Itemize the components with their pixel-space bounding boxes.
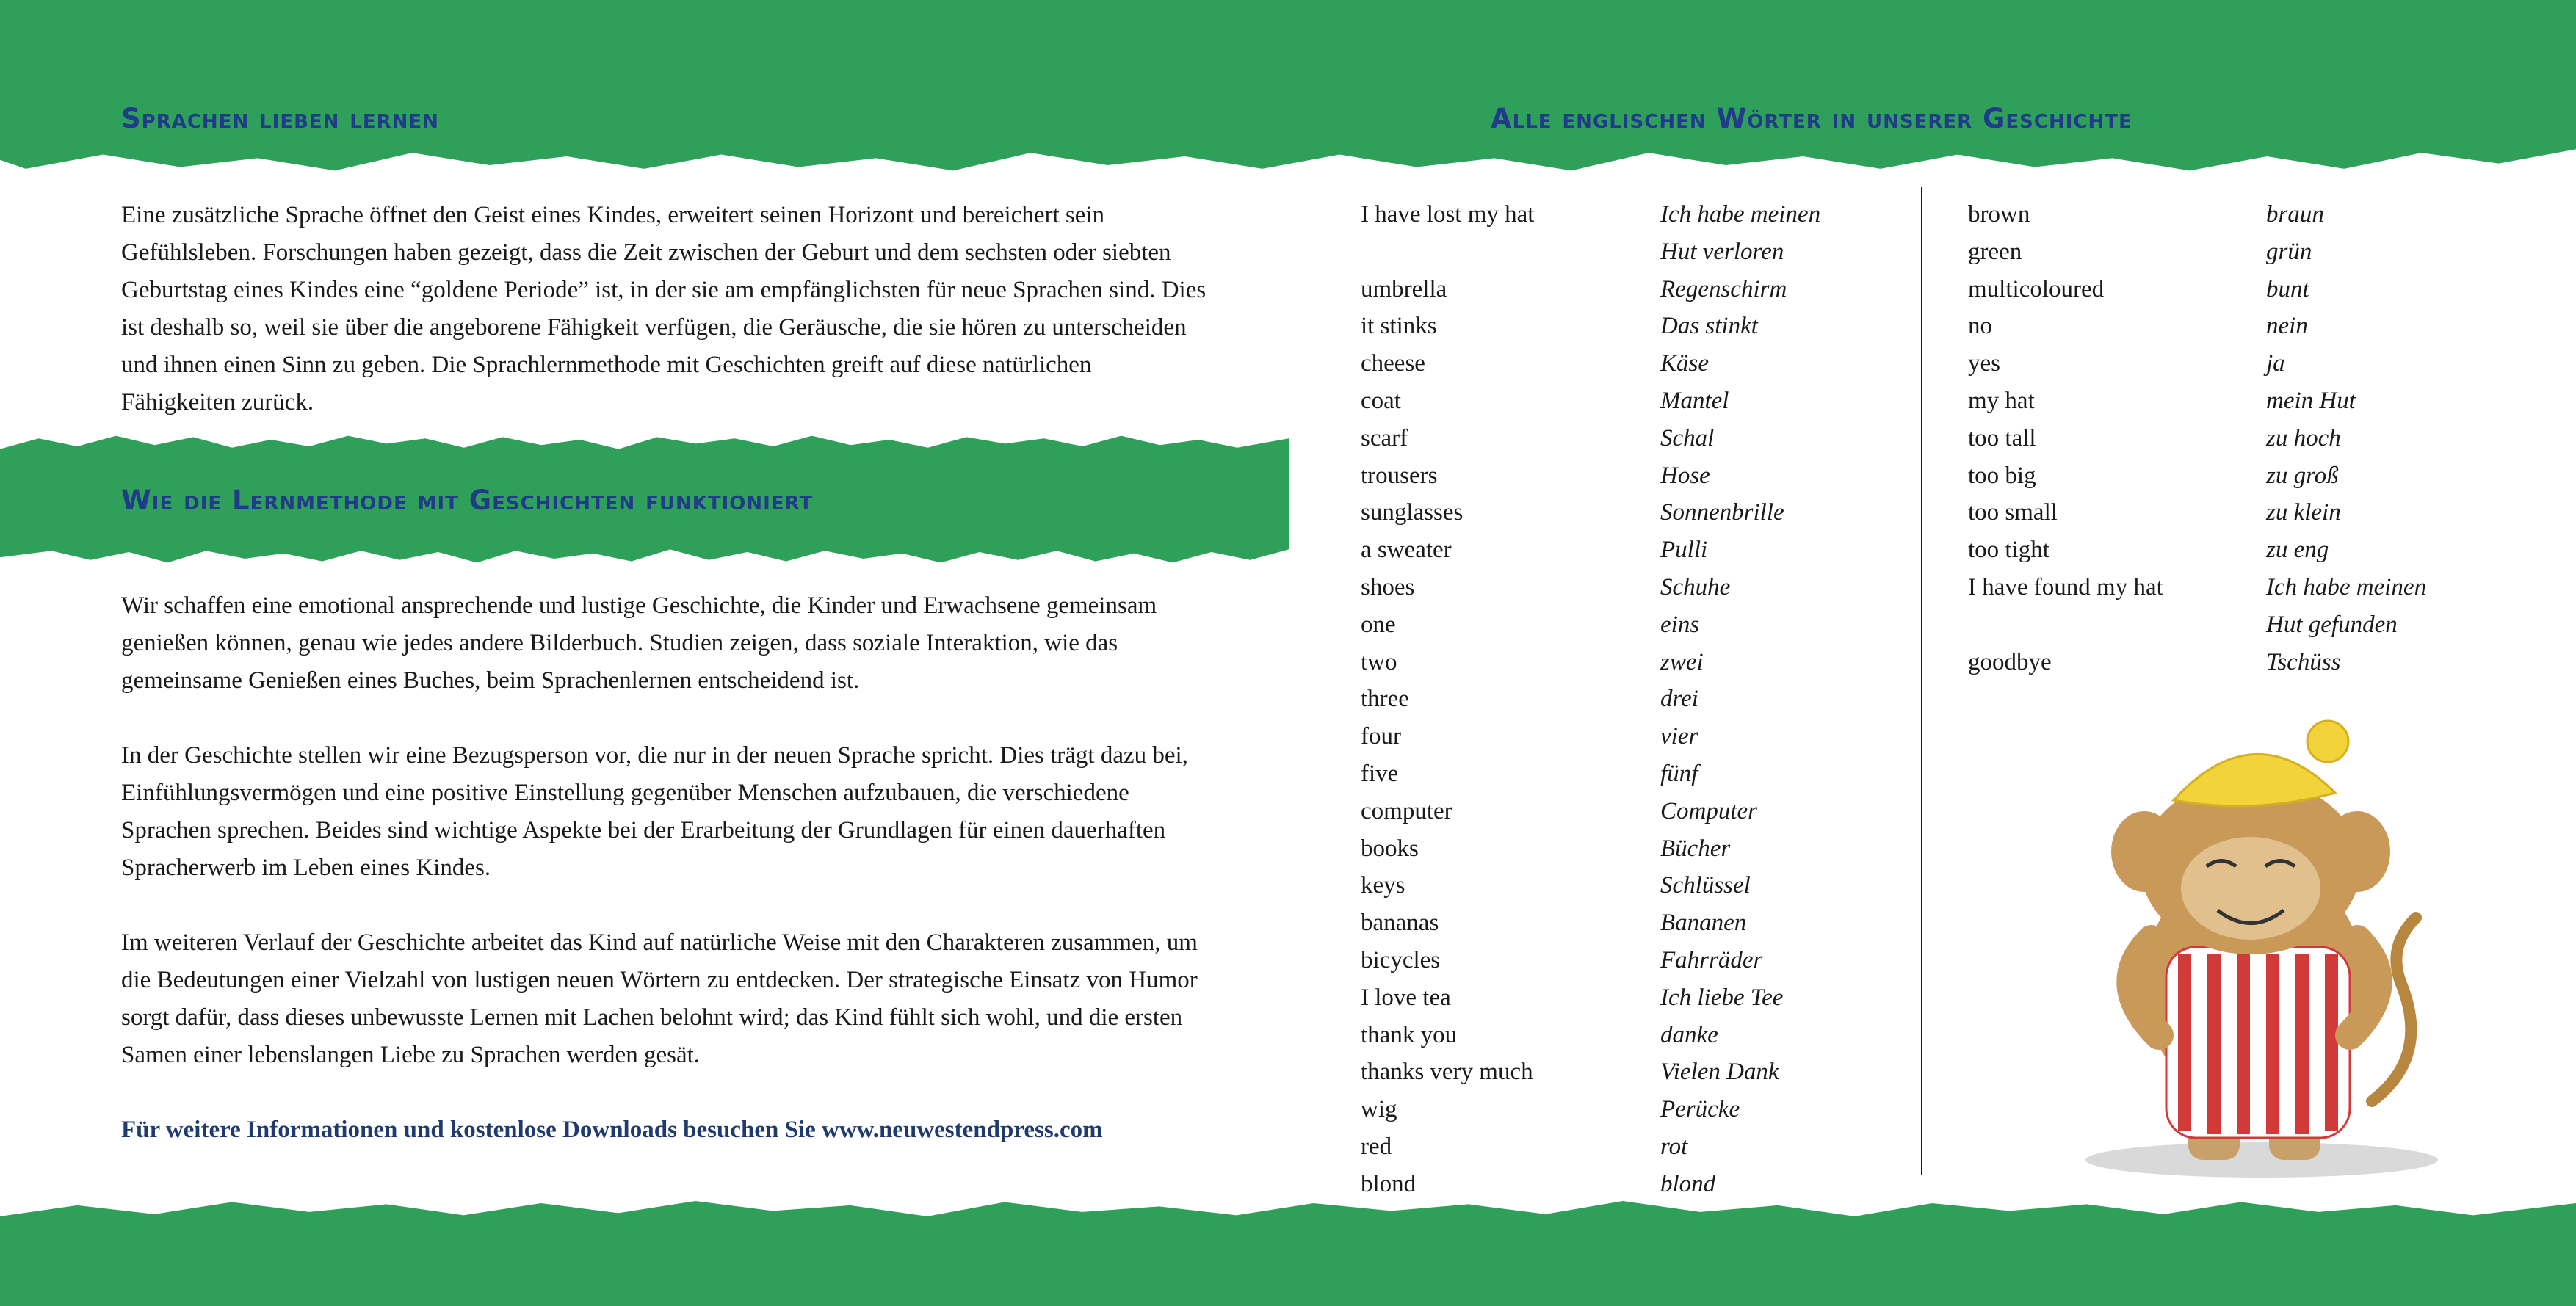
method-paragraph-3: Im weiteren Verlauf der Geschichte arbeitet das Kind auf natürliche Weise mit den Charakteren zusammen, um die Bedeutungen einer Vielzahl von lustigen neuen Wörtern zu entdecken. Der strategische Einsatz von Humor sorgt dafür, dass dieses unbewusste Lernen mit Lachen belohnt wird; das Kind fühlt sich wohl, und die ersten Samen einer lebenslangen Liebe zu Sprachen werden gesät. xyxy=(121,929,1198,1068)
vocab-row xyxy=(1361,1166,1910,1203)
vocab-english: my hat xyxy=(1968,387,2035,414)
vocab-row xyxy=(1361,345,1910,382)
vocab-german: Tschüss xyxy=(2266,648,2341,675)
vocab-english: too tight xyxy=(1968,537,2049,564)
vocab-english: goodbye xyxy=(1968,648,2052,675)
vocab-german: zu groß xyxy=(2266,462,2339,489)
vocab-row xyxy=(1361,308,1910,345)
vocab-row xyxy=(1361,867,1910,904)
vocab-german: Ich habe meinen xyxy=(2266,573,2427,601)
vocab-english: thank you xyxy=(1361,1021,1458,1048)
vocab-row xyxy=(1361,681,1910,718)
vocab-row xyxy=(1968,233,2516,271)
vocab-german: Hut verloren xyxy=(1660,238,1784,265)
vocab-english: sunglasses xyxy=(1361,499,1464,526)
vocab-row xyxy=(1968,345,2516,382)
vocab-english: it stinks xyxy=(1361,313,1437,340)
overalls xyxy=(2166,947,2350,1138)
vocab-german: Perücke xyxy=(1660,1096,1740,1123)
ground-shadow xyxy=(2085,1142,2438,1178)
heading-lernmethode: Wie die Lernmethode mit Geschichten funktioniert xyxy=(121,485,814,516)
vocab-row xyxy=(1361,420,1910,457)
method-text-block xyxy=(121,587,1208,1186)
vocab-english: two xyxy=(1361,648,1397,675)
vocab-english: too small xyxy=(1968,499,2058,526)
vocab-english: multicoloured xyxy=(1968,275,2105,302)
vocab-row xyxy=(1361,644,1910,681)
vocab-row xyxy=(1968,271,2516,308)
vocab-english: scarf xyxy=(1361,424,1408,451)
vocab-row xyxy=(1361,196,1910,233)
vocab-german: rot xyxy=(1660,1133,1688,1160)
vocab-row xyxy=(1361,1017,1910,1054)
vocab-row xyxy=(1968,420,2516,457)
vocab-row xyxy=(1968,382,2516,420)
vocab-german: Das stinkt xyxy=(1660,313,1758,340)
vocab-german: braun xyxy=(2266,201,2324,228)
vocab-english: red xyxy=(1361,1133,1392,1160)
vocab-german: zwei xyxy=(1660,648,1704,675)
vocab-english: books xyxy=(1361,835,1419,862)
vocab-english: keys xyxy=(1361,872,1405,899)
vocab-german: Bücher xyxy=(1660,835,1731,862)
vocab-row xyxy=(1361,382,1910,420)
vocab-german: Pulli xyxy=(1660,537,1708,564)
vocab-english: umbrella xyxy=(1361,275,1447,302)
vocab-row xyxy=(1361,755,1910,793)
vocab-row xyxy=(1361,606,1910,644)
vocab-english: wig xyxy=(1361,1096,1397,1123)
vocab-english: too big xyxy=(1968,462,2036,489)
vocab-german: Sonnenbrille xyxy=(1660,499,1784,526)
vocab-english: too tall xyxy=(1968,424,2036,451)
vocab-german: drei xyxy=(1660,686,1698,713)
vocab-german: Bananen xyxy=(1660,910,1747,937)
vocab-german: Regenschirm xyxy=(1660,275,1787,302)
heading-alle-englischen-woerter: Alle englischen Wörter in unserer Geschichte xyxy=(1491,103,2132,134)
vocab-row xyxy=(1361,793,1910,830)
vocab-row xyxy=(1361,1128,1910,1166)
vocab-english: computer xyxy=(1361,797,1452,824)
hat-pompom xyxy=(2307,721,2348,762)
monkey-with-yellow-hat-illustration xyxy=(2049,719,2475,1182)
vocab-row xyxy=(1968,606,2516,644)
vocab-german: Vielen Dank xyxy=(1660,1059,1779,1086)
vocab-german: Ich habe meinen xyxy=(1660,201,1821,228)
vocab-german: ja xyxy=(2266,350,2285,377)
vocab-english: trousers xyxy=(1361,462,1438,489)
vocab-row xyxy=(1968,644,2516,681)
vocab-english: bananas xyxy=(1361,910,1439,937)
vocab-german: Schlüssel xyxy=(1660,872,1751,899)
vocab-row xyxy=(1968,569,2516,606)
column-divider xyxy=(1921,187,1922,1175)
vocab-german: grün xyxy=(2266,238,2312,265)
vocab-english: one xyxy=(1361,611,1396,638)
vocab-german: blond xyxy=(1660,1170,1716,1197)
vocab-row xyxy=(1361,942,1910,979)
vocab-row xyxy=(1361,979,1910,1017)
vocab-row xyxy=(1968,494,2516,532)
vocab-german: Käse xyxy=(1660,350,1709,377)
vocab-german: Fahrräder xyxy=(1660,946,1763,973)
vocab-german: Hose xyxy=(1660,462,1710,489)
vocab-german: Schal xyxy=(1660,424,1715,451)
method-paragraph-1: Wir schaffen eine emotional ansprechende und lustige Geschichte, die Kinder und Erwachsene gemeinsam genießen können, genau wie jedes andere Bilderbuch. Studien zeigen, dass soziale Interaktion, wie das gemeinsame Genießen eines Buches, beim Sprachenlernen entscheidend ist. xyxy=(121,592,1157,694)
vocab-row xyxy=(1361,271,1910,308)
vocab-english: four xyxy=(1361,723,1401,750)
vocab-row xyxy=(1968,457,2516,495)
yellow-hat xyxy=(2174,754,2335,806)
vocab-english: yes xyxy=(1968,350,2000,377)
vocab-column-2 xyxy=(1968,196,2516,681)
vocab-row xyxy=(1361,532,1910,569)
vocab-german: nein xyxy=(2266,313,2308,340)
intro-text-block xyxy=(121,197,1208,459)
vocab-german: danke xyxy=(1660,1021,1718,1048)
intro-paragraph: Eine zusätzliche Sprache öffnet den Geist eines Kindes, erweitert seinen Horizont und bereichert sein Gefühlsleben. Forschungen haben gezeigt, dass die Zeit zwischen der Geburt und dem sechsten oder siebten Geburtstag eines Kindes eine “goldene Periode” ist, in der sie am empfänglichsten für neue Sprachen sind. Dies ist deshalb so, weil sie über die angeborene Fähigkeit verfügen, die Geräusche, die sie hören zu unterscheiden und ihnen einen Sinn zu geben. Die Sprachlernmethode mit Geschichten greift auf diese natürlichen Fähigkeiten zurück. xyxy=(121,202,1206,416)
vocab-english: bicycles xyxy=(1361,946,1441,973)
vocab-english: coat xyxy=(1361,387,1401,414)
method-paragraph-2: In der Geschichte stellen wir eine Bezugsperson vor, die nur in der neuen Sprache spricht. Dies trägt dazu bei, Einfühlungsvermögen und eine positive Einstellung gegenüber Menschen aufzubauen, die verschiedene Sprachen sprechen. Beides sind wichtige Aspekte bei der Erarbeitung der Grundlagen für einen dauerhaften Spracherwerb im Leben eines Kindes. xyxy=(121,742,1188,881)
vocab-english: shoes xyxy=(1361,573,1415,601)
vocab-english: brown xyxy=(1968,201,2030,228)
bottom-green-band xyxy=(0,1197,2576,1306)
vocab-english xyxy=(1361,233,1660,271)
vocab-row xyxy=(1968,532,2516,569)
vocab-row xyxy=(1361,904,1910,942)
vocab-english: three xyxy=(1361,686,1409,713)
vocab-german: zu eng xyxy=(2266,537,2329,564)
vocab-row xyxy=(1361,233,1910,271)
vocab-english: I have found my hat xyxy=(1968,573,2163,601)
vocab-english: thanks very much xyxy=(1361,1059,1533,1086)
vocab-english: green xyxy=(1968,238,2022,265)
vocab-german: Mantel xyxy=(1660,387,1729,414)
vocab-german: zu hoch xyxy=(2266,424,2341,451)
vocab-german: bunt xyxy=(2266,275,2309,302)
vocab-row xyxy=(1361,1053,1910,1091)
vocab-german: mein Hut xyxy=(2266,387,2356,414)
vocab-row xyxy=(1968,196,2516,233)
vocab-column-1 xyxy=(1361,196,1910,1203)
vocab-german: Computer xyxy=(1660,797,1757,824)
vocab-row xyxy=(1361,830,1910,868)
vocab-german: Ich liebe Tee xyxy=(1660,984,1784,1011)
vocab-english: five xyxy=(1361,760,1399,787)
website-link[interactable]: Für weitere Informationen und kostenlose Downloads besuchen Sie www.neuwestendpress.com xyxy=(121,1117,1103,1143)
vocab-german: eins xyxy=(1660,611,1700,638)
vocab-german: Schuhe xyxy=(1660,573,1731,601)
vocab-english xyxy=(1968,606,2266,644)
vocab-row xyxy=(1361,718,1910,755)
vocab-english: a sweater xyxy=(1361,537,1452,564)
vocab-row xyxy=(1361,1091,1910,1128)
vocab-english: I have lost my hat xyxy=(1361,201,1535,228)
vocab-english: I love tea xyxy=(1361,984,1451,1011)
vocab-row xyxy=(1361,569,1910,606)
vocab-english: cheese xyxy=(1361,350,1425,377)
vocab-english: no xyxy=(1968,313,1992,340)
heading-sprachen-lieben-lernen: Sprachen lieben lernen xyxy=(121,103,439,134)
vocab-row xyxy=(1361,494,1910,532)
vocab-german: vier xyxy=(1660,723,1698,750)
vocab-german: zu klein xyxy=(2266,499,2341,526)
vocab-german: Hut gefunden xyxy=(2266,611,2398,638)
vocab-row xyxy=(1361,457,1910,495)
vocab-row xyxy=(1968,308,2516,345)
top-green-band xyxy=(0,0,2576,178)
vocab-german: fünf xyxy=(1660,760,1698,787)
vocab-english: blond xyxy=(1361,1170,1417,1197)
